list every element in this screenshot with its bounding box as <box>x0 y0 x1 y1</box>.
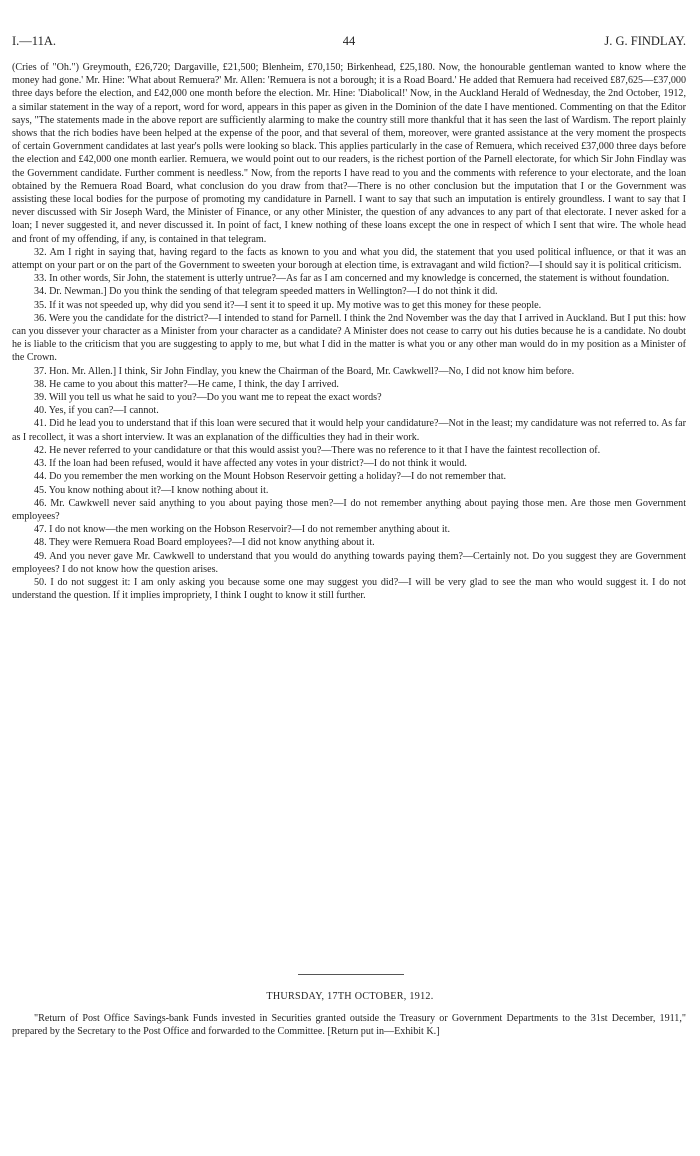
page-number: 44 <box>342 34 356 48</box>
paragraph: 45. You know nothing about it?—I know nothing about it. <box>34 484 269 496</box>
paragraph: 46. Mr. Cawkwell never said anything to you about paying those men?—I do not remember anything about paying those men. Are those men Government employees? <box>12 497 686 522</box>
paragraph: 40. Yes, if you can?—I cannot. <box>34 405 159 417</box>
paragraph: 48. They were Remuera Road Board employees?—I did not know anything about it. <box>34 537 375 549</box>
paragraph: 36. Were you the candidate for the district?—I intended to stand for Parnell. I think the 2nd November was the day that I arrived in Auckland. But I put this: how can you dissever your character as a Minister from your character as a candidate? A Minister does not cease to carry out his duties because he is a candidate. No doubt he is liable to the criticism that you are suggesting to apply to me, but what I did in the matter is what you or any other man would do in my position as a Minister of the Crown. <box>12 312 686 364</box>
paragraph: 33. In other words, Sir John, the statement is utterly untrue?—As far as I am concerned and my knowledge is concerned, the statement is without foundation. <box>34 273 670 285</box>
paragraph: 50. I do not suggest it: I am only asking you because some one may suggest you did?—I will be very glad to see the man who would suggest it. I do not understand the question. If it implies impropriety, I think I ought to know it still further. <box>12 576 686 602</box>
paragraph: 49. And you never gave Mr. Cawkwell to understand that you would do anything towards paying them?—Certainly not. Do you suggest they are Government employees? I do not know how the question arises. <box>12 550 686 575</box>
witness-name: J. G. FINDLAY. <box>604 34 686 48</box>
section-divider <box>298 974 404 975</box>
paragraph: 44. Do you remember the men working on the Mount Hobson Reservoir getting a holiday?—I do not remember that. <box>34 471 507 483</box>
page-header <box>12 34 686 52</box>
paragraph: 41. Did he lead you to understand that if this loan were secured that it would help your candidature?—Not in the least; my candidature was not referred to. As far as I recollect, it was a short interview. It was an explanation of the difficulties they had in their work. <box>12 418 686 443</box>
paragraph: 34. Dr. Newman.] Do you think the sending of that telegram speeded matters in Wellington?—I do not think it did. <box>34 286 498 298</box>
evidence-body <box>12 61 686 602</box>
paragraph: (Cries of "Oh.") Greymouth, £26,720; Dargaville, £21,500; Blenheim, £70,150; Birkenhead, £25,180. Now, the honourable gentleman wanted to know where the money had gone.' Mr. Hine: 'What about Remuera?' Mr. Allen: 'Remuera is not a borough; it is a Road Board.' He added that Remuera had received £87,625—£37,000 three days before the election, and £42,000 one month before the election. Mr. Hine: 'Diabolical!' Now, in the Auckland Herald of Wednesday, the 2nd October, 1912, a similar statement in the way of a report, word for word, appears in this paper as given in the Dominion of the date I have mentioned. Commenting on that the Editor says, "The statements made in the above report are sufficiently alarming to make the country still more thankful that it has seen the last of Wardism. The report plainly shows that the rich bodies have been helped at the expense of the poor, and that several of them, moreover, were granted assistance at the very moment the prospects of certain Government candidates at last year's polls were looking so black. This applies particularly in the case of Remuera, which received £37,000 three days before the election and £42,000 one month earlier. Remuera, we would point out to our readers, is the richest portion of the Parnell electorate, for which Sir John Findlay was the Government candidate. Further comment is needless." Now, from the reports I have read to you and the comments with reference to your electorate, and the loan obtained by the Remuera Road Board, what conclusion do you draw from that?—There is no other conclusion but the imputation that I or the Government was assisting these local bodies for the purpose of promoting my candidature in Parnell. I want to say that such an imputation is entirely groundless. I want to say that I never discussed with Sir Joseph Ward, the Minister of Finance, or any other Minister, the question of any advances to any part of that electorate. I never asked for a loan; I never suggested it, and never discussed it. In point of fact, I knew nothing of these loans except the one in respect of which I sent that wire. The whole head and front of my offending, if any, is contained in that telegram. <box>12 62 686 245</box>
paper-reference: I.—11A. <box>12 34 56 48</box>
paragraph: 37. Hon. Mr. Allen.] I think, Sir John Findlay, you knew the Chairman of the Board, Mr. Cawkwell?—No, I did not know him before. <box>34 365 575 377</box>
paragraph: 42. He never referred to your candidature or that this would assist you?—There was no reference to it that I have the faintest recollection of. <box>34 444 601 456</box>
paragraph: 38. He came to you about this matter?—He came, I think, the day I arrived. <box>34 378 339 390</box>
paragraph: "Return of Post Office Savings-bank Funds invested in Securities granted outside the Treasury or Government Departments to the 31st December, 1911," prepared by the Secretary to the Post Office and forwarded to the Committee. [Return put in—Exhibit K.] <box>12 1013 686 1038</box>
date-heading: THURSDAY, 17TH OCTOBER, 1912. <box>266 991 434 1002</box>
paragraph: 39. Will you tell us what he said to you?—Do you want me to repeat the exact words? <box>34 392 382 404</box>
paragraph: 35. If it was not speeded up, why did you send it?—I sent it to speed it up. My motive was to get this money for these people. <box>34 299 542 311</box>
closing-section <box>12 1012 686 1038</box>
paragraph: 43. If the loan had been refused, would it have affected any votes in your district?—I do not think it would. <box>34 458 467 470</box>
paragraph: 32. Am I right in saying that, having regard to the facts as known to you and what you did, the statement that you used political influence, or that it was an attempt on your part or on the part of the Government to sweeten your borough at election time, is extravagant and wild fiction?—I should say it is political criticism. <box>12 246 686 272</box>
paragraph: 47. I do not know—the men working on the Hobson Reservoir?—I do not remember anything about it. <box>34 524 451 536</box>
